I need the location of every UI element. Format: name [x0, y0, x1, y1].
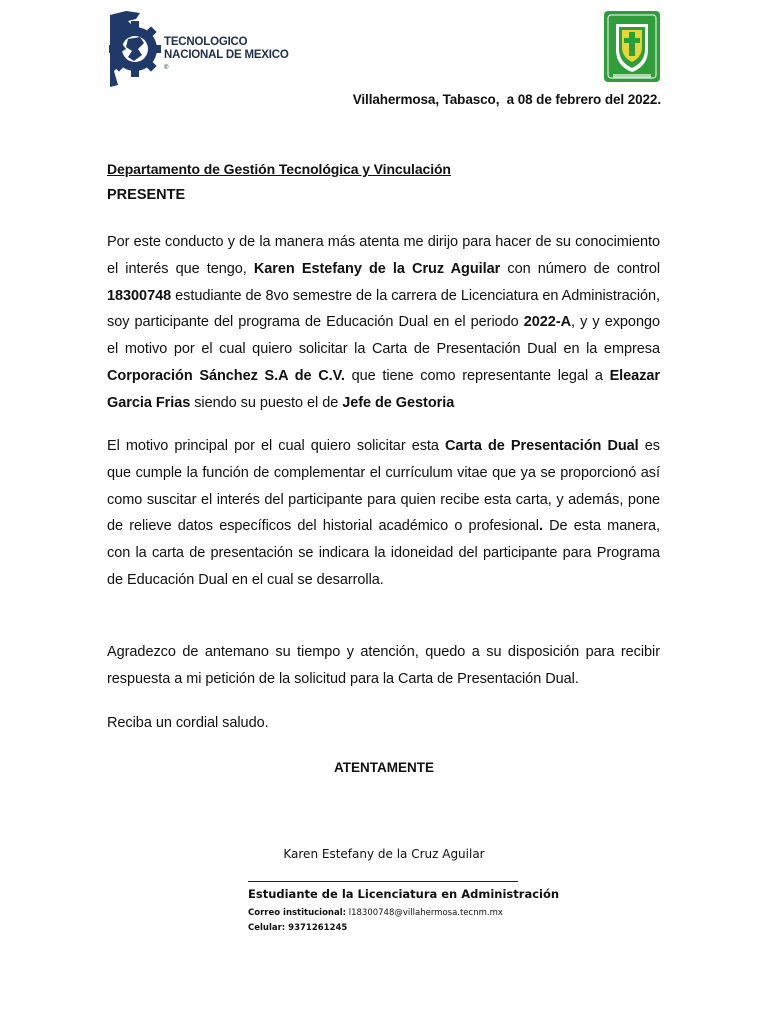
- paragraph-thanks: Agradezco de antemano su tiempo y atención, quedo a su disposición para recibir respuesta a mi petición de la solicitud para la Carta de Presentación Dual.: [107, 644, 660, 687]
- period: 2022-A: [523, 314, 572, 331]
- p1-text-2: con número de control: [500, 260, 661, 277]
- p2-text-3: De esta manera, con la carta de presentación se indicara la idoneidad del participante para Programa de Educación Dual en el cual se desarrolla.: [107, 518, 661, 588]
- signature-title: Estudiante de la Licenciatura en Administración: [248, 887, 560, 901]
- letter-name: Carta de Presentación Dual: [445, 438, 639, 454]
- salutation: PRESENTE: [107, 187, 186, 203]
- institution-line-1: TECNOLOGICO: [164, 36, 248, 48]
- institution-line-2: NACIONAL DE MEXICO: [164, 49, 289, 61]
- p1-text-3: estudiante de 8vo semestre de la carrera de Licenciatura en Administración, soy participante del programa de Educación Dual en el periodo: [107, 287, 660, 331]
- signature-name: Karen Estefany de la Cruz Aguilar: [283, 847, 485, 861]
- representative-position: Jefe de Gestoria: [342, 394, 455, 411]
- p2-period-mark: .: [538, 518, 543, 535]
- student-name: Karen Estefany de la Cruz Aguilar: [253, 260, 501, 277]
- paragraph-greeting: Reciba un cordial saludo.: [107, 715, 269, 731]
- institution-name: [164, 36, 289, 75]
- p1-text-6: siendo su puesto el de: [190, 394, 343, 411]
- registered-mark: ®: [164, 65, 169, 71]
- email-label: Correo institucional:: [248, 908, 347, 918]
- tecnm-logo: [106, 9, 296, 89]
- closing: ATENTAMENTE: [334, 760, 434, 775]
- phone-value: 9371261245: [285, 923, 348, 933]
- p1-text-4: , y y expongo el motivo por el cual quiero solicitar la Carta de Presentación Dual en la empresa: [107, 314, 660, 358]
- email-value: l18300748@villahermosa.tecnm.mx: [346, 908, 503, 918]
- paragraph-motive: [107, 433, 660, 594]
- legal-representative: Eleazar Garcia Frias: [107, 367, 660, 411]
- control-number: 18300748: [107, 287, 172, 304]
- company-name: Corporación Sánchez S.A de C.V.: [107, 367, 345, 384]
- date-line: Villahermosa, Tabasco, a 08 de febrero del 2022.: [352, 92, 661, 107]
- p2-text-2: es que cumple la función de complementar el currículum vitae que ya se proporcionó así como suscitar el interés del participante para quien recibe esta carta, y además, pone de relieve datos específicos del historial académico o profesional: [107, 438, 660, 535]
- p2-text-1: El motivo principal por el cual quiero solicitar esta: [107, 438, 446, 454]
- signature-email: [248, 908, 503, 918]
- p1-text-5: que tiene como representante legal a: [344, 367, 610, 384]
- signature-line: [248, 881, 518, 882]
- paragraph-request: [107, 229, 660, 417]
- itv-shield-logo-icon: [603, 10, 661, 83]
- recipient-department: Departamento de Gestión Tecnológica y Vinculación: [107, 161, 451, 177]
- tecnm-emblem-icon: [106, 9, 164, 89]
- signature-phone: [248, 923, 347, 933]
- p1-text-1: Por este conducto y de la manera más atenta me dirijo para hacer de su conocimiento el interés que tengo,: [107, 234, 660, 277]
- phone-label: Celular:: [248, 923, 286, 933]
